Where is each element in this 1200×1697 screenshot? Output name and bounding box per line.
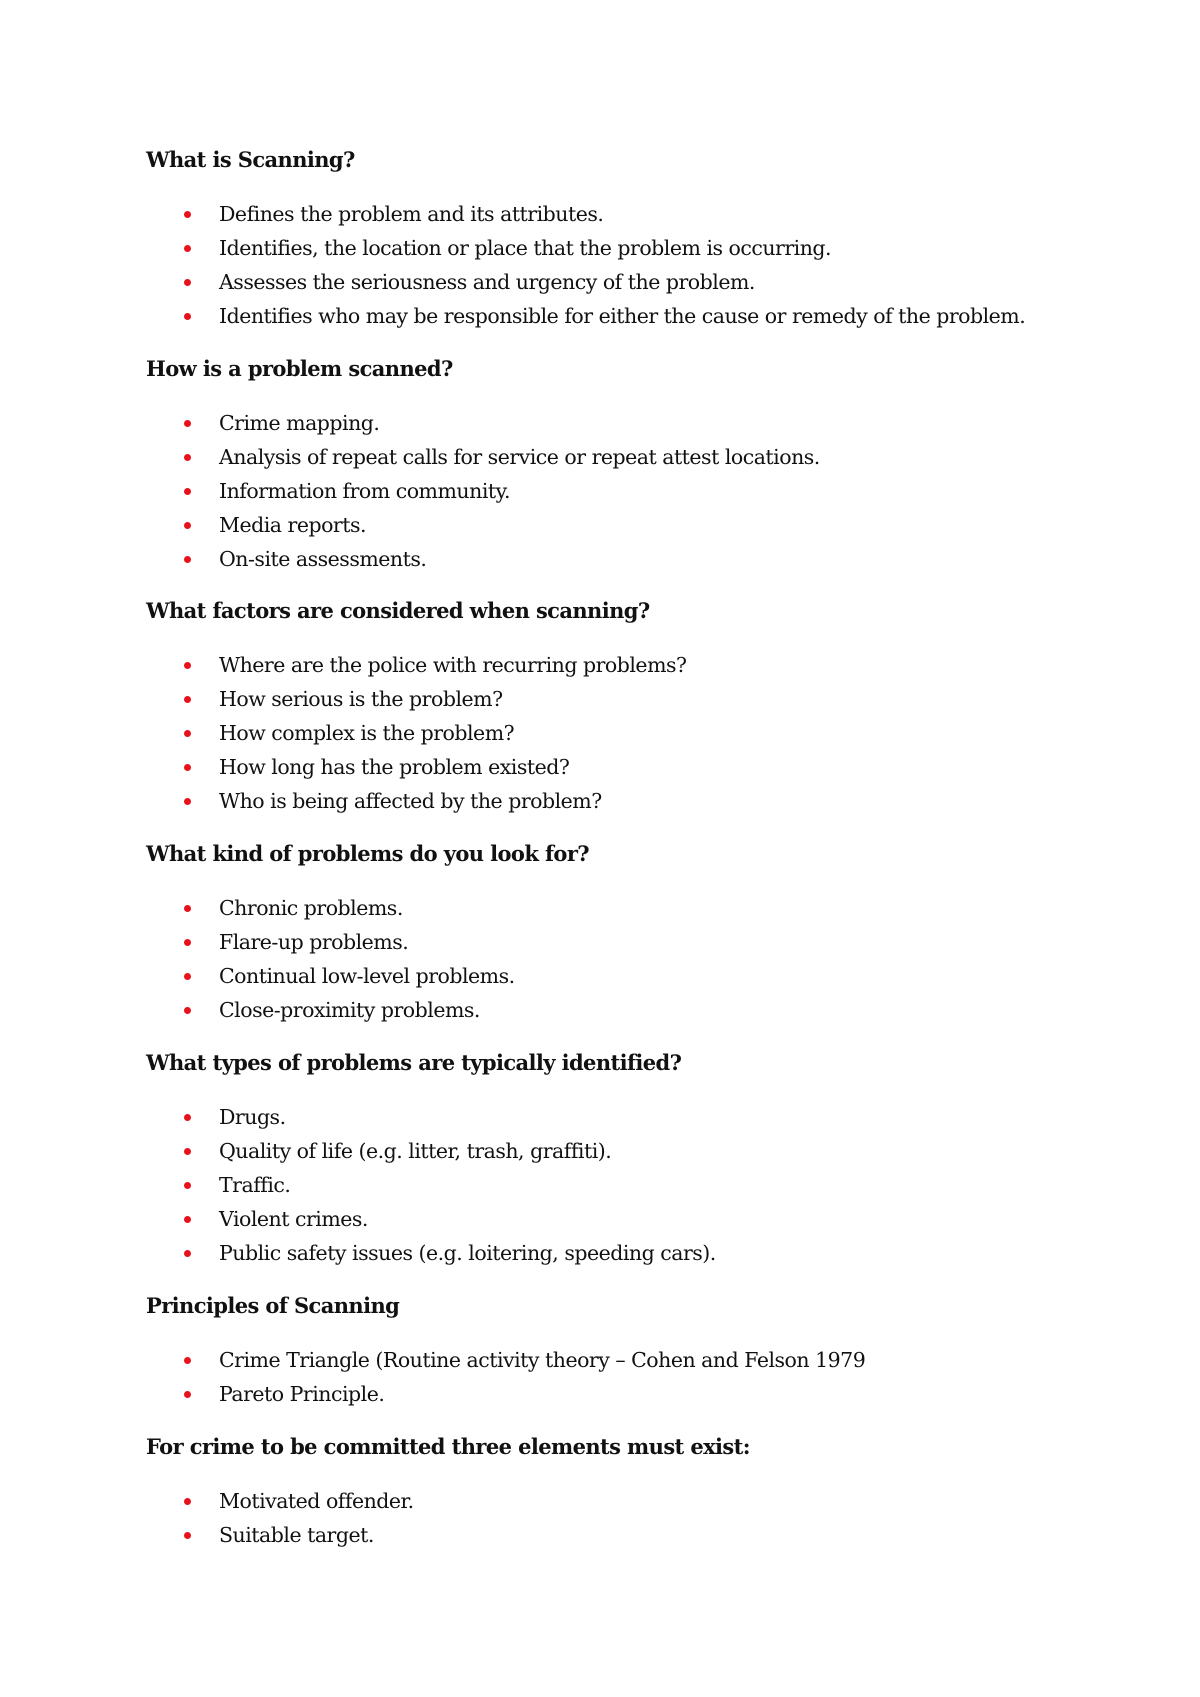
section-heading: For crime to be committed three elements must exist: — [146, 1434, 750, 1459]
list-item-text: Pareto Principle. — [219, 1382, 385, 1406]
list-item-text: Quality of life (e.g. litter, trash, graffiti). — [219, 1139, 612, 1163]
red-dot-icon — [184, 313, 191, 320]
list-item-text: Crime Triangle (Routine activity theory – Cohen and Felson 1979 — [219, 1348, 866, 1372]
red-dot-icon — [184, 1391, 191, 1398]
red-dot-icon — [184, 522, 191, 529]
list-item-text: Analysis of repeat calls for service or repeat attest locations. — [219, 445, 820, 469]
list-item-text: How serious is the problem? — [219, 687, 503, 711]
red-dot-icon — [184, 1148, 191, 1155]
list-item — [146, 511, 1146, 545]
red-dot-icon — [184, 1357, 191, 1364]
section-heading: What is Scanning? — [146, 147, 355, 172]
list-item-text: Where are the police with recurring problems? — [219, 653, 687, 677]
section-principles-of-scanning — [146, 1293, 1146, 1406]
red-dot-icon — [184, 1114, 191, 1121]
red-dot-icon — [184, 420, 191, 427]
red-dot-icon — [184, 730, 191, 737]
bullet-list — [146, 894, 1146, 1030]
list-item-text: Traffic. — [219, 1173, 291, 1197]
list-item — [146, 200, 1146, 234]
list-item-text: Crime mapping. — [219, 411, 380, 435]
list-item — [146, 443, 1146, 477]
red-dot-icon — [184, 973, 191, 980]
list-item — [146, 1380, 1146, 1414]
list-item — [146, 545, 1146, 579]
list-item-text: Who is being affected by the problem? — [219, 789, 602, 813]
list-item-text: Identifies who may be responsible for either the cause or remedy of the problem. — [219, 304, 1026, 328]
section-three-elements — [146, 1434, 1146, 1547]
list-item — [146, 268, 1146, 302]
section-heading: Principles of Scanning — [146, 1293, 400, 1318]
section-kind-of-problems — [146, 841, 1146, 1022]
red-dot-icon — [184, 1498, 191, 1505]
red-dot-icon — [184, 1216, 191, 1223]
list-item — [146, 477, 1146, 511]
list-item — [146, 234, 1146, 268]
list-item-text: Close-proximity problems. — [219, 998, 480, 1022]
red-dot-icon — [184, 905, 191, 912]
list-item-text: Assesses the seriousness and urgency of the problem. — [219, 270, 755, 294]
list-item — [146, 787, 1146, 821]
section-heading: What kind of problems do you look for? — [146, 841, 589, 866]
list-item — [146, 1346, 1146, 1380]
red-dot-icon — [184, 939, 191, 946]
list-item-text: Drugs. — [219, 1105, 286, 1129]
list-item — [146, 302, 1146, 336]
section-heading: What types of problems are typically identified? — [146, 1050, 682, 1075]
red-dot-icon — [184, 556, 191, 563]
list-item — [146, 409, 1146, 443]
bullet-list — [146, 409, 1146, 579]
list-item-text: Suitable target. — [219, 1523, 374, 1547]
red-dot-icon — [184, 454, 191, 461]
list-item-text: Public safety issues (e.g. loitering, speeding cars). — [219, 1241, 716, 1265]
bullet-list — [146, 651, 1146, 821]
bullet-list — [146, 1346, 1146, 1414]
bullet-list — [146, 200, 1146, 336]
red-dot-icon — [184, 1182, 191, 1189]
section-factors-considered — [146, 598, 1146, 813]
list-item-text: How complex is the problem? — [219, 721, 515, 745]
list-item-text: Continual low-level problems. — [219, 964, 515, 988]
list-item-text: Defines the problem and its attributes. — [219, 202, 604, 226]
list-item-text: Violent crimes. — [219, 1207, 368, 1231]
red-dot-icon — [184, 764, 191, 771]
red-dot-icon — [184, 696, 191, 703]
list-item — [146, 1487, 1146, 1521]
list-item — [146, 996, 1146, 1030]
list-item — [146, 719, 1146, 753]
list-item — [146, 651, 1146, 685]
red-dot-icon — [184, 245, 191, 252]
list-item-text: Flare-up problems. — [219, 930, 409, 954]
list-item — [146, 894, 1146, 928]
red-dot-icon — [184, 1532, 191, 1539]
red-dot-icon — [184, 279, 191, 286]
red-dot-icon — [184, 798, 191, 805]
section-types-of-problems — [146, 1050, 1146, 1265]
red-dot-icon — [184, 488, 191, 495]
bullet-list — [146, 1103, 1146, 1273]
list-item — [146, 753, 1146, 787]
list-item-text: Identifies, the location or place that the problem is occurring. — [219, 236, 832, 260]
red-dot-icon — [184, 211, 191, 218]
list-item — [146, 1137, 1146, 1171]
section-what-is-scanning — [146, 147, 1146, 328]
list-item-text: Motivated offender. — [219, 1489, 414, 1513]
section-how-is-a-problem-scanned — [146, 356, 1146, 571]
list-item-text: Chronic problems. — [219, 896, 403, 920]
list-item — [146, 1205, 1146, 1239]
list-item-text: On-site assessments. — [219, 547, 427, 571]
list-item-text: Information from community. — [219, 479, 511, 503]
list-item — [146, 685, 1146, 719]
bullet-list — [146, 1487, 1146, 1555]
list-item — [146, 962, 1146, 996]
red-dot-icon — [184, 1250, 191, 1257]
red-dot-icon — [184, 1007, 191, 1014]
section-heading: How is a problem scanned? — [146, 356, 453, 381]
list-item — [146, 1171, 1146, 1205]
section-heading: What factors are considered when scanning? — [146, 598, 650, 623]
list-item — [146, 1239, 1146, 1273]
list-item-text: Media reports. — [219, 513, 367, 537]
list-item-text: How long has the problem existed? — [219, 755, 570, 779]
list-item — [146, 1521, 1146, 1555]
list-item — [146, 1103, 1146, 1137]
list-item — [146, 928, 1146, 962]
red-dot-icon — [184, 662, 191, 669]
